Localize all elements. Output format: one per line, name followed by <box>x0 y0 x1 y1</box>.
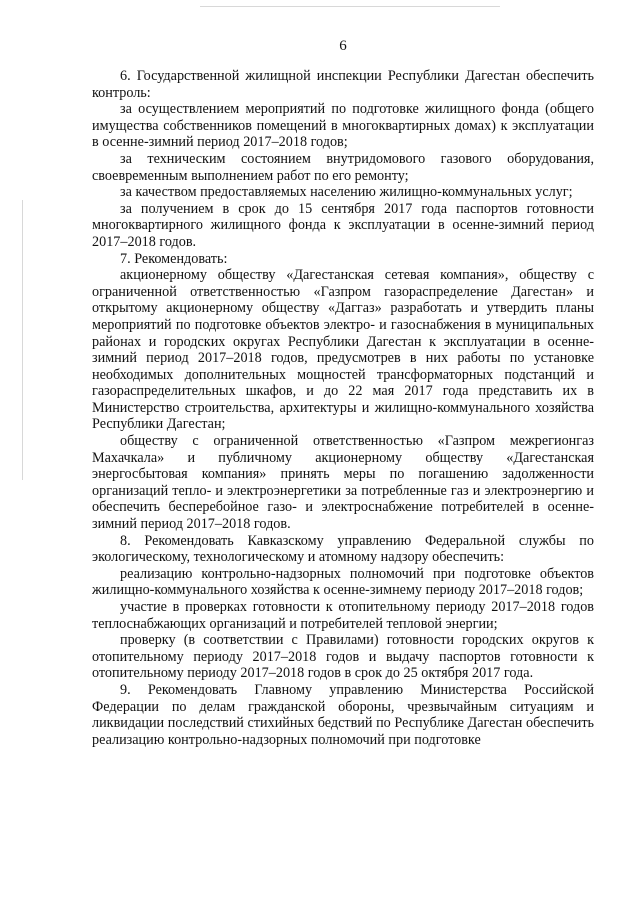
paragraph-8-heading: 8. Рекомендовать Кавказскому управлению Федеральной службы по экологическому, технологическому и атомному надзору обеспечить: <box>92 532 594 566</box>
paragraph-7-item-2: обществу с ограниченной ответственностью «Газпром межрегионгаз Махачкала» и публичному акционерному обществу «Дагестанская энергосбытовая компания» принять меры по погашению задолженности организаций тепло- и электроэнергетики за потребленные газ и электроэнергию и обеспечить бесперебойное газо- и электроснабжение потребителей в осенне-зимний период 2017–2018 годов. <box>92 433 594 533</box>
paragraph-8-item-1: реализацию контрольно-надзорных полномочий при подготовке объектов жилищно-коммунального хозяйства к осенне-зимнему периоду 2017–2018 годов; <box>92 565 594 599</box>
page-number: 6 <box>339 38 347 54</box>
scan-edge-mark-left <box>22 200 23 480</box>
paragraph-7-heading: 7. Рекомендовать: <box>120 250 228 267</box>
paragraph-6-item-4: за получением в срок до 15 сентября 2017 года паспортов готовности многоквартирного жилищного фонда к эксплуатации в осенне-зимний период 2017–2018 годов. <box>92 200 594 250</box>
paragraph-6-heading: 6. Государственной жилищной инспекции Республики Дагестан обеспечить контроль: <box>92 68 594 101</box>
paragraph-7-item-1: акционерному обществу «Дагестанская сетевая компания», обществу с ограниченной ответственностью «Газпром газораспределение Дагестан» и открытому акционерному обществу «Даггаз» разработать и утвердить планы мероприятий по подготовке объектов электро- и газоснабжения в муниципальных районах и городских округах Республики Дагестан к эксплуатации в осенне-зимний период 2017–2018 годов, предусмотрев в них работы по установке необходимых дополнительных мощностей трансформаторных подстанций и газораспределительных шкафов, и до 22 мая 2017 года представить их в Министерство строительства, архитектуры и жилищно-коммунального хозяйства Республики Дагестан; <box>92 267 594 433</box>
paragraph-6-item-2: за техническим состоянием внутридомового газового оборудования, своевременным выполнением работ по его ремонту; <box>92 150 594 184</box>
document-page <box>92 0 594 905</box>
paragraph-6-item-1: за осуществлением мероприятий по подготовке жилищного фонда (общего имущества собственников помещений в многоквартирных домах) к эксплуатации в осенне-зимний период 2017–2018 годов; <box>92 101 594 151</box>
paragraph-6-item-3: за качеством предоставляемых населению жилищно-коммунальных услуг; <box>120 184 573 201</box>
document-body <box>92 68 594 748</box>
paragraph-8-item-3: проверку (в соответствии с Правилами) готовности городских округов к отопительному периоду 2017–2018 годов и выдачу паспортов готовности к отопительному периоду 2017–2018 годов в срок до 25 октября 2017 года. <box>92 632 594 682</box>
paragraph-9-heading: 9. Рекомендовать Главному управлению Министерства Российской Федерации по делам гражданской обороны, чрезвычайным ситуациям и ликвидации последствий стихийных бедствий по Республике Дагестан обеспечить реализацию контрольно-надзорных полномочий при подготовке <box>92 681 594 748</box>
paragraph-8-item-2: участие в проверках готовности к отопительному периоду 2017–2018 годов теплоснабжающих организаций и потребителей тепловой энергии; <box>92 599 594 632</box>
